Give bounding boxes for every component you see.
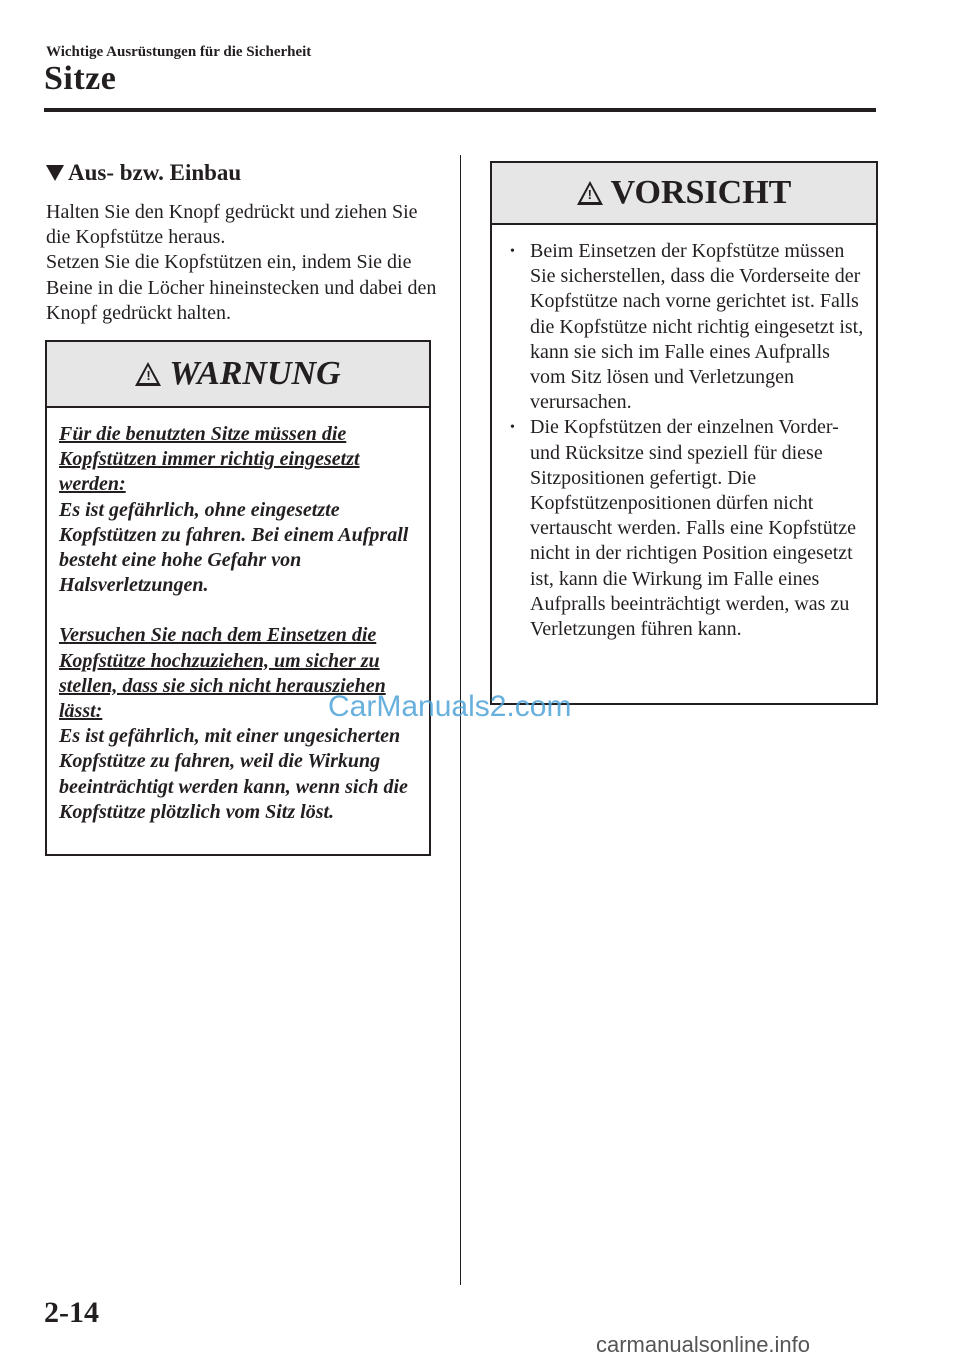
list-item: • Die Kopfstützen der einzelnen Vorder- und Rücksitze sind speziell für diese Sitzpositionen gefertigt. Die Kopfstützenpositionen dürfen nicht vertauscht werden. Falls eine Kopfstütze nicht in der richtigen Position eingesetzt ist, kann die Wirkung im Falle eines Aufpralls beeinträchtigt werden, was zu Verletzungen führen kann. — [506, 415, 866, 642]
warning-triangle-icon: ! — [135, 362, 161, 386]
caution-box — [490, 161, 878, 705]
triangle-down-icon — [46, 165, 64, 181]
chapter-label: Wichtige Ausrüstungen für die Sicherheit — [46, 44, 312, 60]
section-heading-text: Aus- bzw. Einbau — [68, 160, 242, 185]
caution-list — [506, 239, 866, 642]
list-item: • Beim Einsetzen der Kopfstütze müssen Sie sicherstellen, dass die Vorderseite der Kopfstütze nach vorne gerichtet ist. Falls die Kopfstütze nicht richtig eingesetzt ist, kann sie sich im Falle eines Aufpralls vom Sitz lösen und Verletzungen verursachen. — [506, 239, 866, 415]
page-title: Sitze — [44, 60, 117, 97]
warning-text: Es ist gefährlich, ohne eingesetzte Kopfstützen zu fahren. Bei einem Aufprall besteht eine hohe Gefahr von Halsverletzungen. — [59, 498, 409, 597]
caution-header — [492, 163, 876, 225]
caution-body — [492, 225, 876, 642]
warning-box — [45, 340, 431, 856]
warning-underlined-text: Für die benutzten Sitze müssen die Kopfstützen immer richtig eingesetzt werden: — [59, 423, 360, 496]
section-body — [46, 200, 446, 326]
warning-header — [47, 342, 429, 408]
spacer — [59, 598, 421, 623]
warning-text: Es ist gefährlich, mit einer ungesicherten Kopfstütze zu fahren, weil die Wirkung beeinträchtigt werden kann, wenn sich die Kopfstütze plötzlich vom Sitz löst. — [59, 725, 408, 823]
warning-body — [47, 408, 429, 825]
footer-site-link[interactable]: carmanualsonline.info — [596, 1332, 811, 1357]
warning-triangle-icon: ! — [577, 181, 603, 205]
watermark: CarManuals2.com — [328, 690, 572, 723]
page-number: 2-14 — [44, 1296, 99, 1329]
warning-label: WARNUNG — [169, 355, 341, 392]
paragraph: Setzen Sie die Kopfstützen ein, indem Sie die Beine in die Löcher hineinstecken und dabei den Knopf gedrückt halten. — [46, 251, 437, 324]
section-heading — [46, 160, 241, 186]
warning-underlined-text: Versuchen Sie nach dem Einsetzen die Kopfstütze hochzuziehen, um sicher zu stellen, dass sie sich nicht herausziehen lässt: — [59, 624, 386, 723]
caution-label: VORSICHT — [610, 174, 792, 211]
paragraph: Halten Sie den Knopf gedrückt und ziehen Sie die Kopfstütze heraus. — [46, 201, 418, 249]
header-rule — [44, 108, 876, 112]
